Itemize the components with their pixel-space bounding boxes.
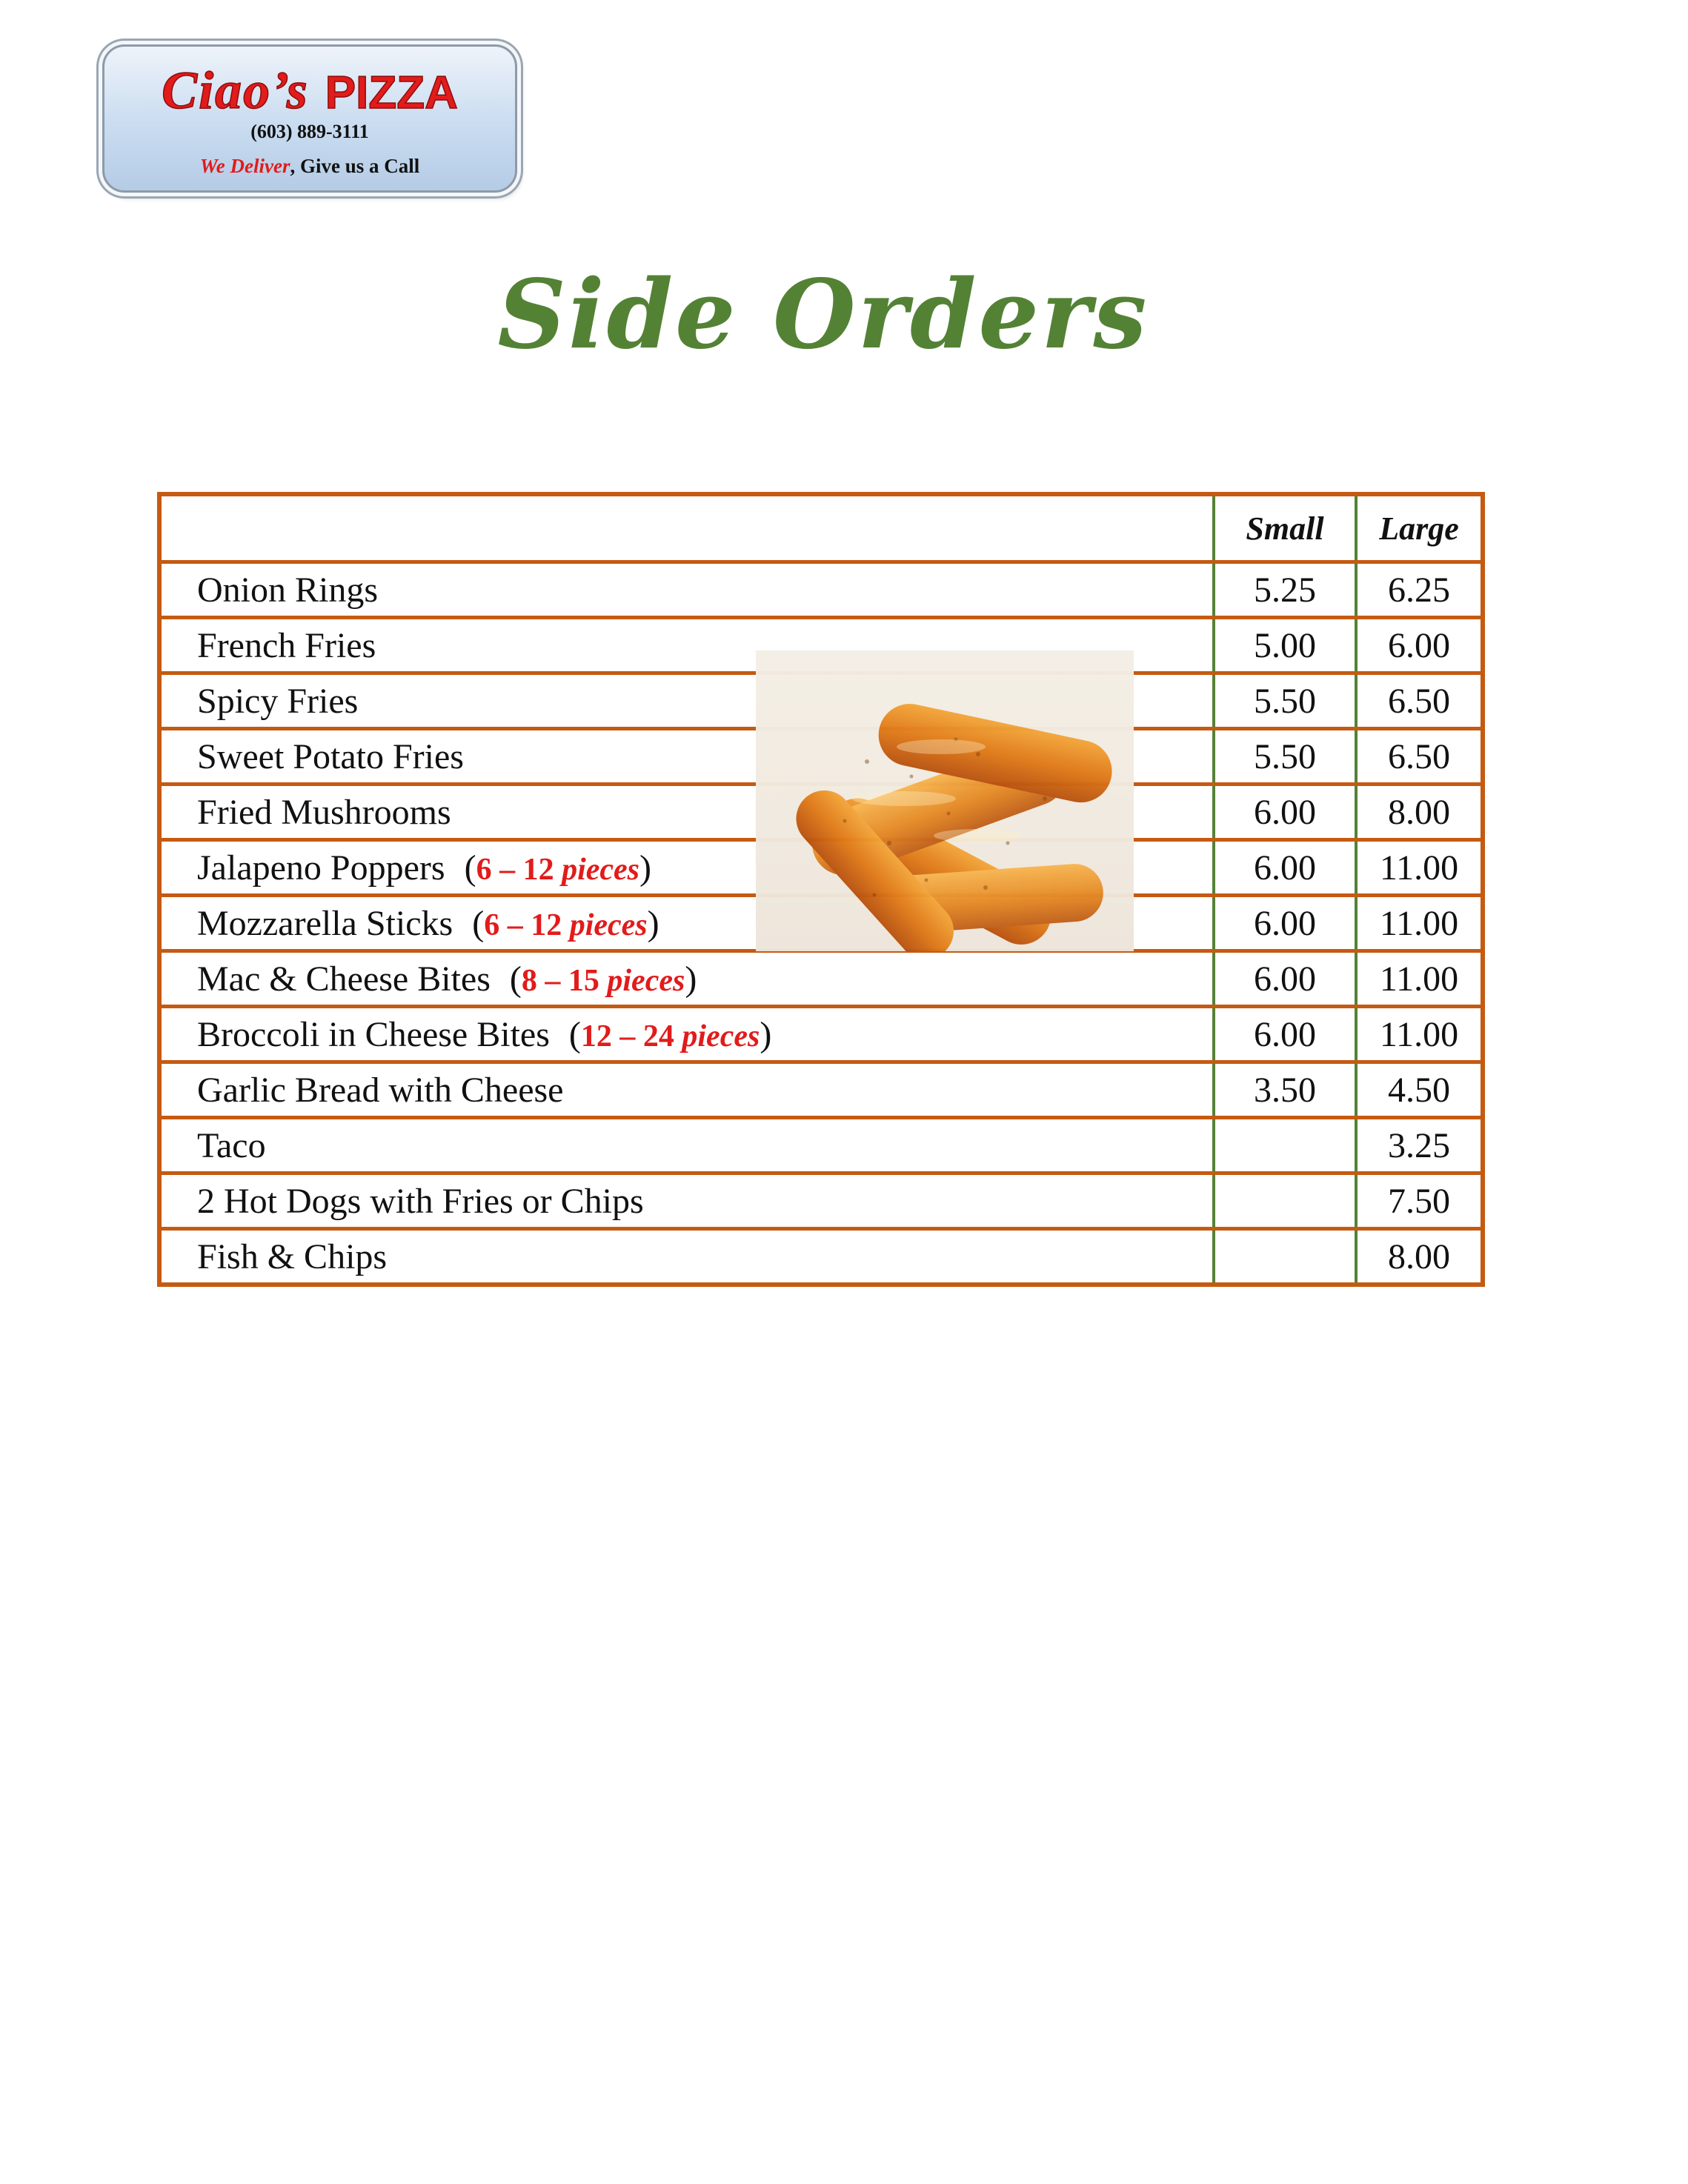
page-title: Side Orders <box>497 259 1149 370</box>
price-large: 11.00 <box>1356 1007 1483 1062</box>
price-small: 5.50 <box>1214 673 1356 729</box>
item-pieces-note: (6 – 12 pieces) <box>464 848 652 888</box>
item-name: 2 Hot Dogs with Fries or Chips <box>197 1181 644 1221</box>
item-name: Mac & Cheese Bites <box>197 959 491 999</box>
item-name: Sweet Potato Fries <box>197 736 464 776</box>
price-large: 4.50 <box>1356 1062 1483 1118</box>
price-large: 8.00 <box>1356 785 1483 840</box>
item-name-cell <box>159 562 1214 618</box>
price-large: 11.00 <box>1356 951 1483 1007</box>
item-name-cell <box>159 1229 1214 1285</box>
price-small: 6.00 <box>1214 785 1356 840</box>
logo-name-script: Ciao’s <box>162 61 309 120</box>
header-small: Small <box>1214 494 1356 562</box>
price-small: 5.25 <box>1214 562 1356 618</box>
restaurant-logo <box>102 44 517 193</box>
item-name: Fish & Chips <box>197 1236 388 1276</box>
pieces-word: pieces <box>682 1019 760 1053</box>
price-large: 11.00 <box>1356 840 1483 896</box>
table-header-row <box>159 494 1483 562</box>
item-pieces-note: (12 – 24 pieces) <box>568 1014 772 1054</box>
pieces-count: 6 – 12 <box>476 852 554 887</box>
price-small <box>1214 1173 1356 1229</box>
table-row <box>159 1173 1483 1229</box>
logo-title <box>104 60 515 121</box>
logo-phone: (603) 889-3111 <box>250 121 369 142</box>
price-large: 6.50 <box>1356 729 1483 785</box>
header-item-cell <box>159 494 1214 562</box>
item-name: Jalapeno Poppers <box>197 848 445 888</box>
item-name: Taco <box>197 1125 266 1165</box>
price-large: 11.00 <box>1356 896 1483 951</box>
item-name-cell <box>159 1007 1214 1062</box>
pieces-count: 12 – 24 <box>580 1019 674 1053</box>
mozzarella-sticks-photo <box>756 650 1134 951</box>
table-row <box>159 1007 1483 1062</box>
price-small: 3.50 <box>1214 1062 1356 1118</box>
item-pieces-note: (6 – 12 pieces) <box>472 903 659 943</box>
item-name: French Fries <box>197 625 376 665</box>
price-large: 6.00 <box>1356 618 1483 673</box>
item-name-cell <box>159 1062 1214 1118</box>
pieces-count: 8 – 15 <box>521 963 599 998</box>
price-large: 3.25 <box>1356 1118 1483 1173</box>
table-row <box>159 1118 1483 1173</box>
price-large: 8.00 <box>1356 1229 1483 1285</box>
item-name: Broccoli in Cheese Bites <box>197 1014 550 1054</box>
item-name: Fried Mushrooms <box>197 792 451 832</box>
table-row <box>159 951 1483 1007</box>
price-small <box>1214 1118 1356 1173</box>
price-large: 6.50 <box>1356 673 1483 729</box>
price-small: 6.00 <box>1214 840 1356 896</box>
item-name-cell <box>159 1173 1214 1229</box>
price-small: 6.00 <box>1214 951 1356 1007</box>
header-large: Large <box>1356 494 1483 562</box>
price-small: 6.00 <box>1214 896 1356 951</box>
item-name-cell <box>159 1118 1214 1173</box>
price-small: 5.50 <box>1214 729 1356 785</box>
table-row <box>159 1062 1483 1118</box>
pieces-word: pieces <box>569 908 648 942</box>
item-name: Spicy Fries <box>197 681 359 721</box>
table-row <box>159 562 1483 618</box>
item-pieces-note: (8 – 15 pieces) <box>509 959 697 999</box>
price-small: 6.00 <box>1214 1007 1356 1062</box>
logo-tagline-deliver: We Deliver <box>199 155 290 177</box>
price-small: 5.00 <box>1214 618 1356 673</box>
pieces-word: pieces <box>562 852 640 887</box>
item-name: Mozzarella Sticks <box>197 903 453 943</box>
price-large: 6.25 <box>1356 562 1483 618</box>
item-name-cell <box>159 951 1214 1007</box>
pieces-count: 6 – 12 <box>484 908 562 942</box>
item-name: Onion Rings <box>197 570 379 610</box>
price-large: 7.50 <box>1356 1173 1483 1229</box>
item-name: Garlic Bread with Cheese <box>197 1070 564 1110</box>
table-row <box>159 1229 1483 1285</box>
pieces-word: pieces <box>607 963 685 998</box>
logo-name-bold: PIZZA <box>325 67 458 119</box>
logo-tagline-rest: , Give us a Call <box>290 155 420 177</box>
logo-tagline <box>104 155 515 178</box>
price-small <box>1214 1229 1356 1285</box>
